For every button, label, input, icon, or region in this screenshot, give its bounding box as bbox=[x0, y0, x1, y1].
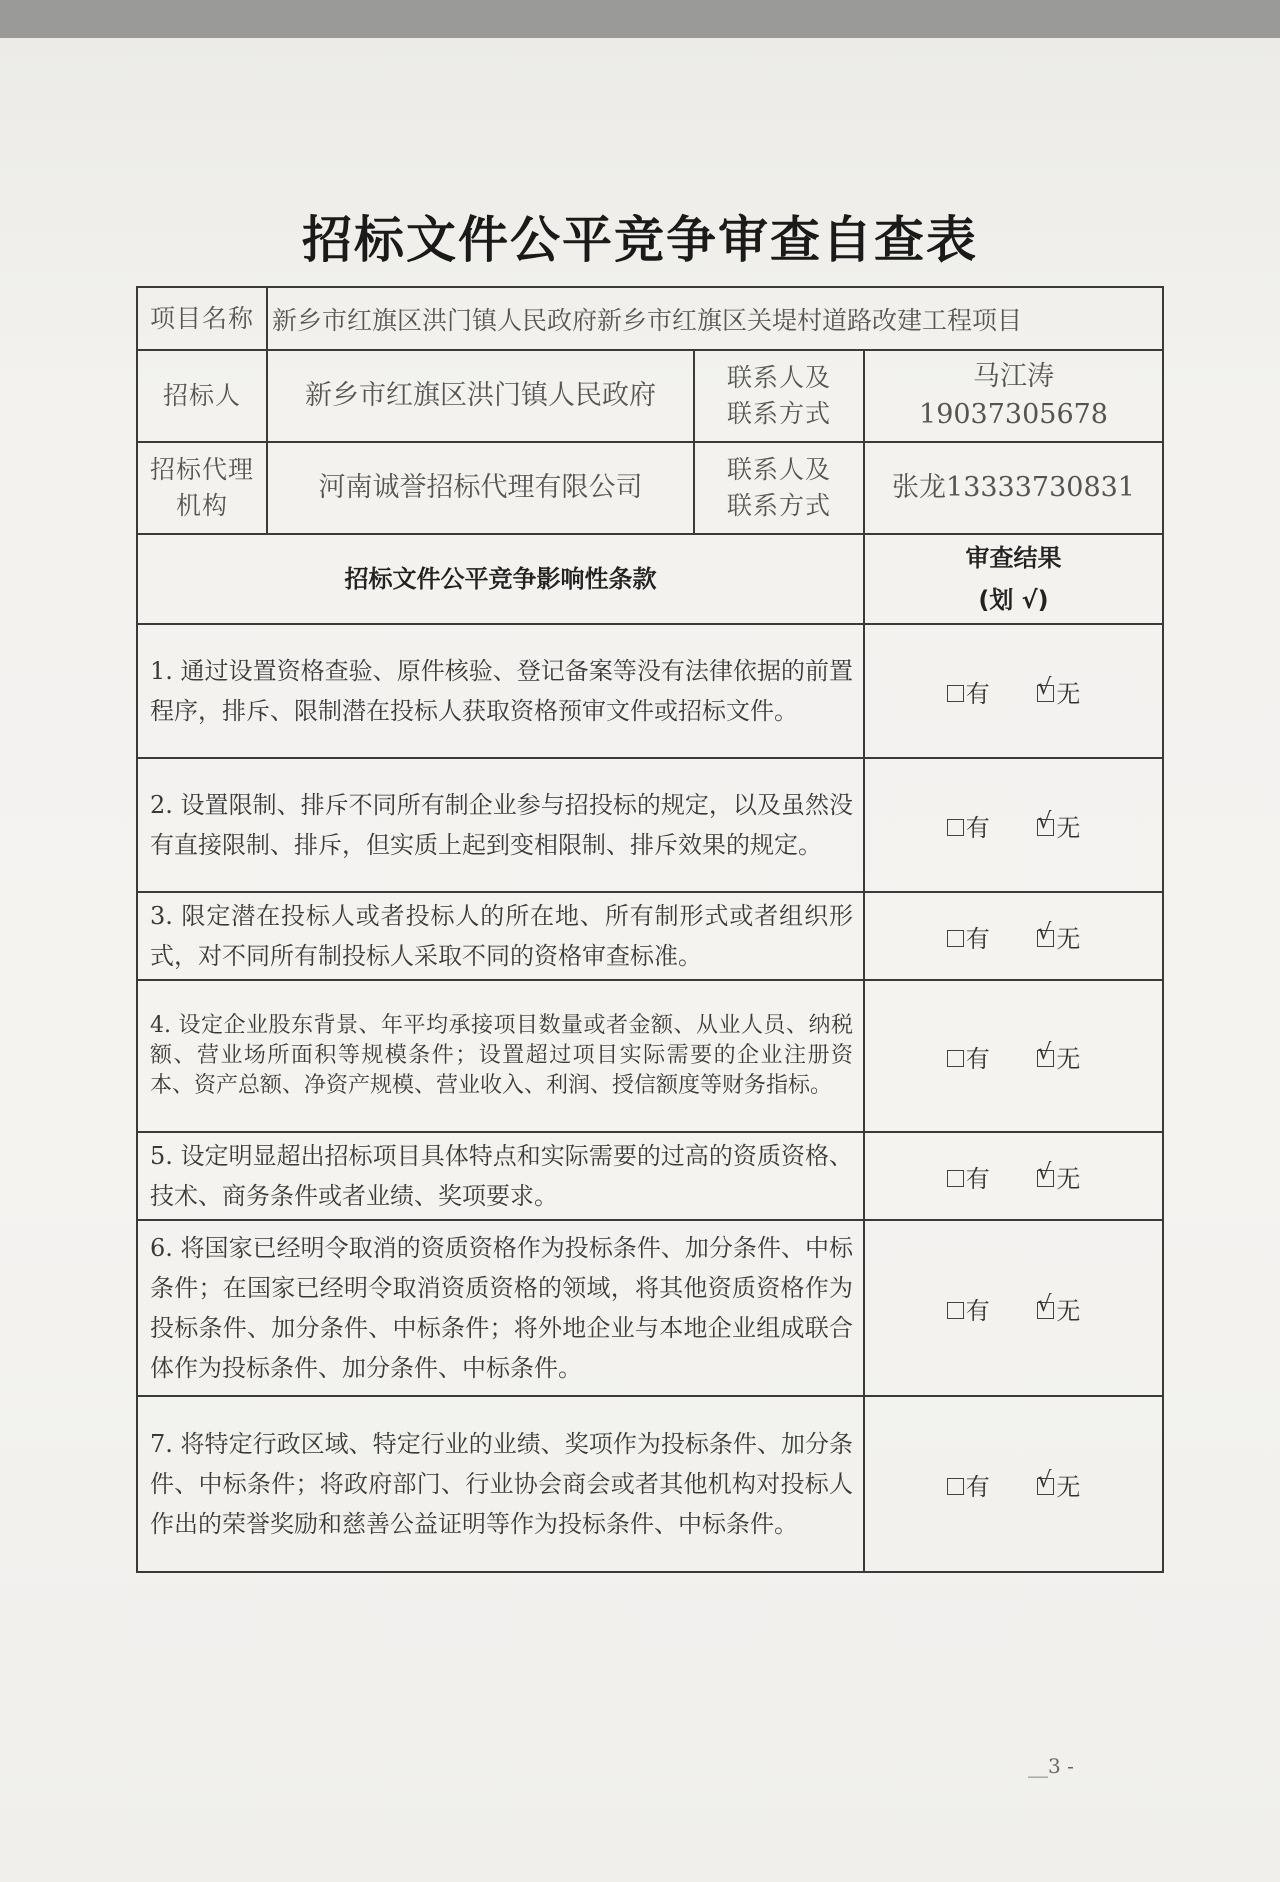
checkbox-no-checked[interactable] bbox=[1037, 808, 1054, 836]
project-value: 新乡市红旗区洪门镇人民政府新乡市红旗区关堤村道路改建工程项目 bbox=[267, 287, 1163, 350]
clause-row bbox=[137, 624, 1163, 758]
agency-value: 河南诚誉招标代理有限公司 bbox=[267, 442, 694, 534]
review-table bbox=[136, 286, 1164, 1573]
option-no-label: 无 bbox=[1056, 1296, 1081, 1325]
clause-text: 5. 设定明显超出招标项目具体特点和实际需要的过高的资质资格、技术、商务条件或者业绩、奖项要求。 bbox=[137, 1132, 864, 1220]
clause-text: 3. 限定潜在投标人或者投标人的所在地、所有制形式或者组织形式，对不同所有制投标人采取不同的资格审查标准。 bbox=[137, 892, 864, 980]
checkbox-yes[interactable] bbox=[947, 685, 964, 702]
clause-text: 6. 将国家已经明令取消的资质资格作为投标条件、加分条件、中标条件；在国家已经明令取消资质资格的领域，将其他资质资格作为投标条件、加分条件、中标条件；将外地企业与本地企业组成联合体作为投标条件、加分条件、中标条件。 bbox=[137, 1220, 864, 1396]
clause-text: 7. 将特定行政区域、特定行业的业绩、奖项作为投标条件、加分条件、中标条件；将政府部门、行业协会商会或者其他机构对投标人作出的荣誉奖励和慈善公益证明等作为投标条件、中标条件。 bbox=[137, 1396, 864, 1572]
tenderer-contact-label-line2: 联系方式 bbox=[726, 399, 831, 428]
option-no[interactable] bbox=[1037, 919, 1080, 954]
checkmark-icon: √ bbox=[1037, 1291, 1052, 1317]
clause-result bbox=[864, 624, 1163, 758]
option-no-label: 无 bbox=[1056, 1164, 1081, 1193]
clause-text: 2. 设置限制、排斥不同所有制企业参与招投标的规定，以及虽然没有直接限制、排斥，但实质上起到变相限制、排斥效果的规定。 bbox=[137, 758, 864, 892]
result-header bbox=[864, 534, 1163, 624]
tenderer-contact-label-line1: 联系人及 bbox=[726, 363, 831, 392]
clause-result bbox=[864, 1220, 1163, 1396]
checkmark-icon: √ bbox=[1037, 808, 1052, 834]
option-no[interactable] bbox=[1037, 1291, 1080, 1326]
checkmark-icon: √ bbox=[1037, 919, 1052, 945]
agency-contact-label-line2: 联系方式 bbox=[726, 491, 831, 520]
checkmark-icon: √ bbox=[1037, 1467, 1052, 1493]
tenderer-contact bbox=[864, 350, 1163, 442]
header-row bbox=[137, 534, 1163, 624]
checkbox-no-checked[interactable] bbox=[1037, 1467, 1054, 1495]
checkbox-yes[interactable] bbox=[947, 930, 964, 947]
checkbox-no-checked[interactable] bbox=[1037, 1039, 1054, 1067]
agency-contact-label-line1: 联系人及 bbox=[726, 455, 831, 484]
option-no[interactable] bbox=[1037, 1159, 1080, 1194]
checkbox-no-checked[interactable] bbox=[1037, 1159, 1054, 1187]
clause-result bbox=[864, 1396, 1163, 1572]
checkbox-yes[interactable] bbox=[947, 1478, 964, 1495]
clause-row bbox=[137, 1220, 1163, 1396]
checkbox-yes[interactable] bbox=[947, 1170, 964, 1187]
option-no-label: 无 bbox=[1056, 1472, 1081, 1501]
tenderer-row bbox=[137, 350, 1163, 442]
option-no-label: 无 bbox=[1056, 813, 1081, 842]
checkmark-icon: √ bbox=[1037, 674, 1052, 700]
clause-text: 4. 设定企业股东背景、年平均承接项目数量或者金额、从业人员、纳税额、营业场所面积等规模条件；设置超过项目实际需要的企业注册资本、资产总额、净资产规模、营业收入、利润、授信额度等财务指标。 bbox=[137, 980, 864, 1132]
clause-result bbox=[864, 1132, 1163, 1220]
option-yes[interactable]: 有 bbox=[947, 808, 990, 843]
agency-label-line1: 招标代理 bbox=[149, 455, 254, 484]
checkbox-no-checked[interactable] bbox=[1037, 674, 1054, 702]
checkbox-yes[interactable] bbox=[947, 1050, 964, 1067]
option-no-label: 无 bbox=[1056, 1044, 1081, 1073]
option-yes[interactable]: 有 bbox=[947, 1159, 990, 1194]
checkbox-yes[interactable] bbox=[947, 819, 964, 836]
clause-row bbox=[137, 1396, 1163, 1572]
option-yes[interactable]: 有 bbox=[947, 674, 990, 709]
option-yes[interactable]: 有 bbox=[947, 1039, 990, 1074]
checkbox-no-checked[interactable] bbox=[1037, 1291, 1054, 1319]
project-label: 项目名称 bbox=[137, 287, 267, 350]
option-no[interactable] bbox=[1037, 808, 1080, 843]
clause-row bbox=[137, 980, 1163, 1132]
agency-label bbox=[137, 442, 267, 534]
clause-result bbox=[864, 892, 1163, 980]
option-no[interactable] bbox=[1037, 1039, 1080, 1074]
page-number: __3 - bbox=[1028, 1754, 1074, 1778]
clause-row bbox=[137, 758, 1163, 892]
tenderer-contact-label bbox=[694, 350, 864, 442]
result-header-line2: (划 √) bbox=[978, 586, 1049, 614]
option-no[interactable] bbox=[1037, 1467, 1080, 1502]
tenderer-contact-name: 马江涛 bbox=[973, 361, 1054, 392]
clause-result bbox=[864, 758, 1163, 892]
checkbox-yes[interactable] bbox=[947, 1302, 964, 1319]
agency-contact-label bbox=[694, 442, 864, 534]
option-no-label: 无 bbox=[1056, 679, 1081, 708]
option-no[interactable] bbox=[1037, 674, 1080, 709]
agency-row bbox=[137, 442, 1163, 534]
tenderer-contact-phone: 19037305678 bbox=[919, 399, 1108, 430]
clause-row bbox=[137, 1132, 1163, 1220]
page-title: 招标文件公平竞争审查自查表 bbox=[302, 211, 978, 269]
option-yes[interactable]: 有 bbox=[947, 1467, 990, 1502]
clause-row bbox=[137, 892, 1163, 980]
result-header-line1: 审查结果 bbox=[965, 544, 1062, 572]
tenderer-label: 招标人 bbox=[137, 350, 267, 442]
clauses-header: 招标文件公平竞争影响性条款 bbox=[137, 534, 864, 624]
tenderer-value: 新乡市红旗区洪门镇人民政府 bbox=[267, 350, 694, 442]
clause-result bbox=[864, 980, 1163, 1132]
agency-contact: 张龙13333730831 bbox=[864, 442, 1163, 534]
clause-text: 1. 通过设置资格查验、原件核验、登记备案等没有法律依据的前置程序，排斥、限制潜在投标人获取资格预审文件或招标文件。 bbox=[137, 624, 864, 758]
checkmark-icon: √ bbox=[1037, 1039, 1052, 1065]
option-no-label: 无 bbox=[1056, 924, 1081, 953]
option-yes[interactable]: 有 bbox=[947, 919, 990, 954]
project-row bbox=[137, 287, 1163, 350]
checkmark-icon: √ bbox=[1037, 1159, 1052, 1185]
agency-label-line2: 机构 bbox=[175, 491, 228, 520]
option-yes[interactable]: 有 bbox=[947, 1291, 990, 1326]
checkbox-no-checked[interactable] bbox=[1037, 919, 1054, 947]
